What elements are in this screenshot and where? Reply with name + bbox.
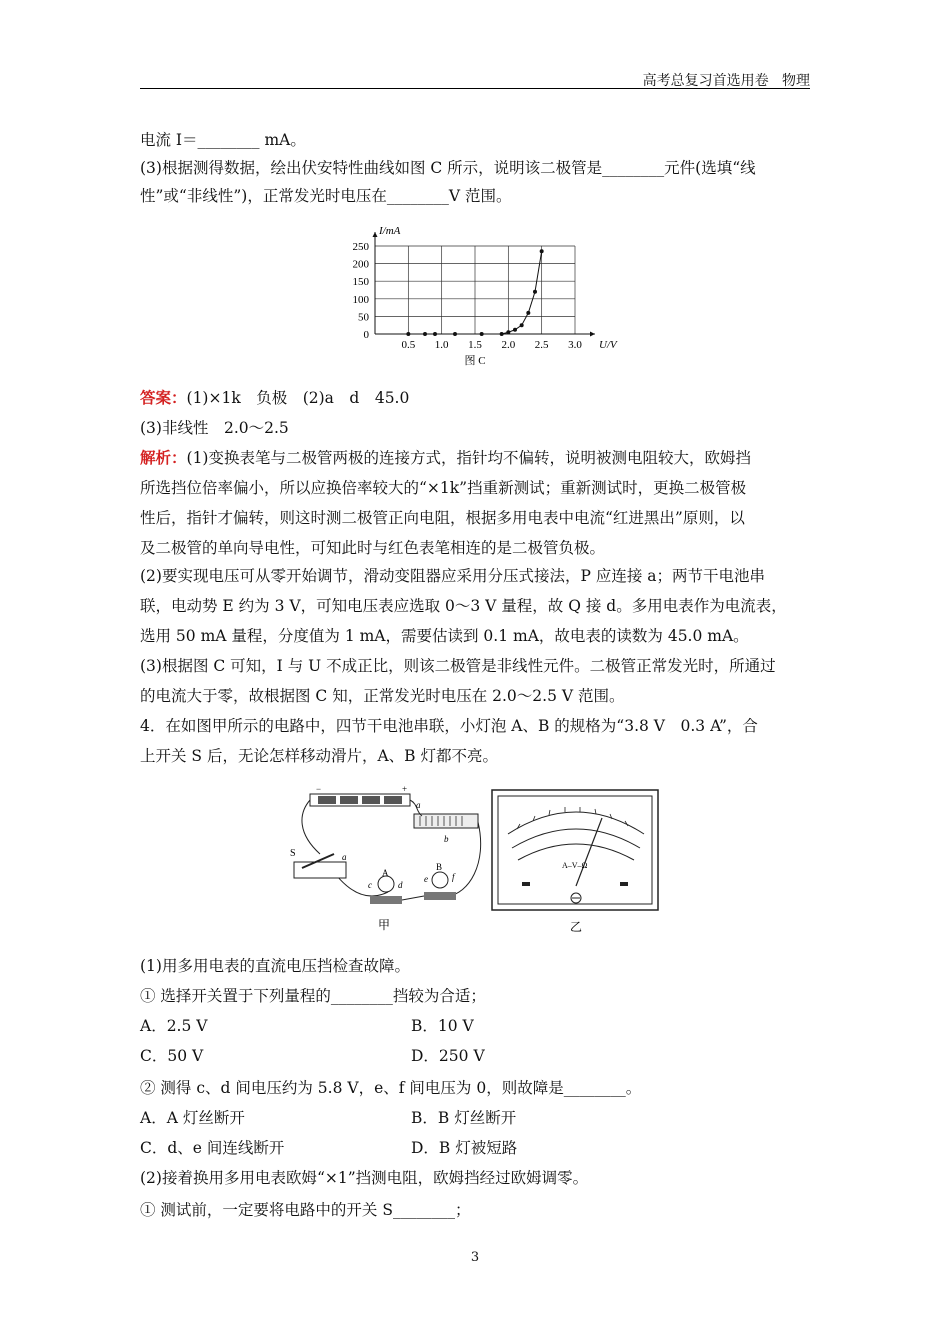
label-a: a [416,800,421,810]
page-header [140,70,810,90]
text-line: 联，电动势 E 约为 3 V，可知电压表应选取 0～3 V 量程，故 Q 接 d。多用电表作为电流表， [140,597,787,615]
explain-line [140,448,751,468]
question-4-line-2: 上开关 S 后，无论怎样移动滑片，A、B 灯都不亮。 [140,747,498,765]
data-point [513,328,517,332]
answer-line [140,388,409,408]
data-point [453,332,457,336]
text-line: (1)用多用电表的直流电压挡检查故障。 [140,957,410,975]
label-b: b [444,834,449,844]
option-row [140,1046,203,1066]
meter-label: A–V–Ω [562,861,588,870]
data-point [540,249,544,253]
text-line: ② 测得 c、d 间电压约为 5.8 V，e、f 间电压为 0，则故障是________。 [140,1079,642,1097]
text-line: 所选挡位倍率偏小，所以应换倍率较大的“×1k”挡重新测试；重新测试时，更换二极管极 [140,479,747,497]
y-axis-arrow [373,232,378,237]
label-s: S [290,848,296,859]
header-rule [140,88,810,89]
option-b: B．10 V [411,1017,474,1035]
x-tick-label: 2.0 [501,339,516,351]
header-title: 高考总复习首选用卷 [642,73,769,89]
label-e: e [424,874,428,884]
text-line: 性”或“非线性”)，正常发光时电压在________V 范围。 [140,187,512,205]
y-tick-label: 100 [352,293,369,306]
y-tick-label: 50 [358,311,369,324]
answer-text: (1)×1k 负极 (2)a d 45.0 [186,389,410,407]
y-axis-label: I/mA [379,225,401,237]
label-a2: a [342,852,347,862]
label-d: d [398,880,403,890]
text-line: 及二极管的单向导电性，可知此时与红色表笔相连的是二极管负极。 [140,539,606,557]
circuit-figure [288,784,484,934]
y-tick-label: 0 [363,329,369,341]
option-2d: D．B 灯被短路 [411,1139,518,1157]
data-point [480,332,484,336]
caption-left: 甲 [378,918,391,932]
label-f: f [452,872,455,882]
text-line: (3)根据图 C 可知，I 与 U 不成正比，则该二极管是非线性元件。二极管正常发光时，所通过 [140,657,776,675]
data-point [506,330,510,334]
header-subject: 物理 [782,73,810,89]
lamp-b-label: B [436,862,443,872]
caption-right: 乙 [570,920,583,934]
text-line: ① 选择开关置于下列量程的________挡较为合适； [140,987,486,1005]
data-point [406,332,410,336]
explain-label: 解析： [140,448,187,467]
data-point [500,332,504,336]
text-line: 性后，指针才偏转，则这时测二极管正向电阻，根据多用电表中电流“红进黑出”原则，以 [140,509,745,527]
answer-line-2: (3)非线性 2.0～2.5 [140,419,289,437]
y-tick-label: 250 [352,241,369,253]
y-tick-label: 150 [352,276,369,289]
multimeter-figure [490,788,662,936]
option-a: A．2.5 V [140,1017,208,1035]
option-2a: A．A 灯丝断开 [140,1109,245,1127]
text-line: 电流 I＝________ mA。 [140,131,306,149]
explain-text: (1)变换表笔与二极管两极的连接方式，指针均不偏转，说明被测电阻较大，欧姆挡 [186,449,751,467]
data-point [433,332,437,336]
x-tick-label: 2.5 [534,339,549,351]
option-row [140,1108,245,1128]
x-axis-arrow [590,332,595,337]
x-tick-label: 3.0 [568,339,582,351]
answer-label: 答案： [140,388,187,407]
data-point [520,323,524,327]
iv-chart [330,222,620,370]
text-line: 的电流大于零，故根据图 C 知，正常发光时电压在 2.0～2.5 V 范围。 [140,687,625,705]
x-tick-label: 0.5 [401,339,416,351]
label-c: c [368,880,372,890]
plus-label: + [402,784,408,794]
option-row [140,1016,207,1036]
option-d: D．250 V [411,1047,485,1065]
x-tick-label: 1.5 [468,339,482,351]
question-4-line: 4．在如图甲所示的电路中，四节干电池串联，小灯泡 A、B 的规格为“3.8 V 0.3 A”，合 [140,717,758,735]
page-number: 3 [470,1250,480,1265]
lamp-a-label: A [382,868,389,878]
text-line: (3)根据测得数据，绘出伏安特性曲线如图 C 所示，说明该二极管是________元件(选填“线 [140,159,756,177]
text-line: ① 测试前，一定要将电路中的开关 S________； [140,1201,471,1219]
x-tick-label: 1.0 [434,339,449,351]
x-axis-label: U/V [599,339,617,351]
minus-label: − [316,784,322,794]
text-line: (2)接着换用多用电表欧姆“×1”挡测电阻，欧姆挡经过欧姆调零。 [140,1169,589,1187]
text-line: 选用 50 mA 量程，分度值为 1 mA，需要估读到 0.1 mA，故电表的读数为 45.0 mA。 [140,627,749,645]
data-point [526,311,530,315]
chart-title: 图 C [464,355,486,367]
y-tick-label: 200 [352,258,369,271]
data-point [423,332,427,336]
option-row [140,1138,284,1158]
text-line: (2)要实现电压可从零开始调节，滑动变阻器应采用分压式接法，P 应连接 a；两节干电池串 [140,567,765,585]
option-c: C．50 V [140,1047,204,1065]
data-point [533,290,537,294]
option-2c: C．d、e 间连线断开 [140,1139,285,1157]
option-2b: B．B 灯丝断开 [411,1109,517,1127]
